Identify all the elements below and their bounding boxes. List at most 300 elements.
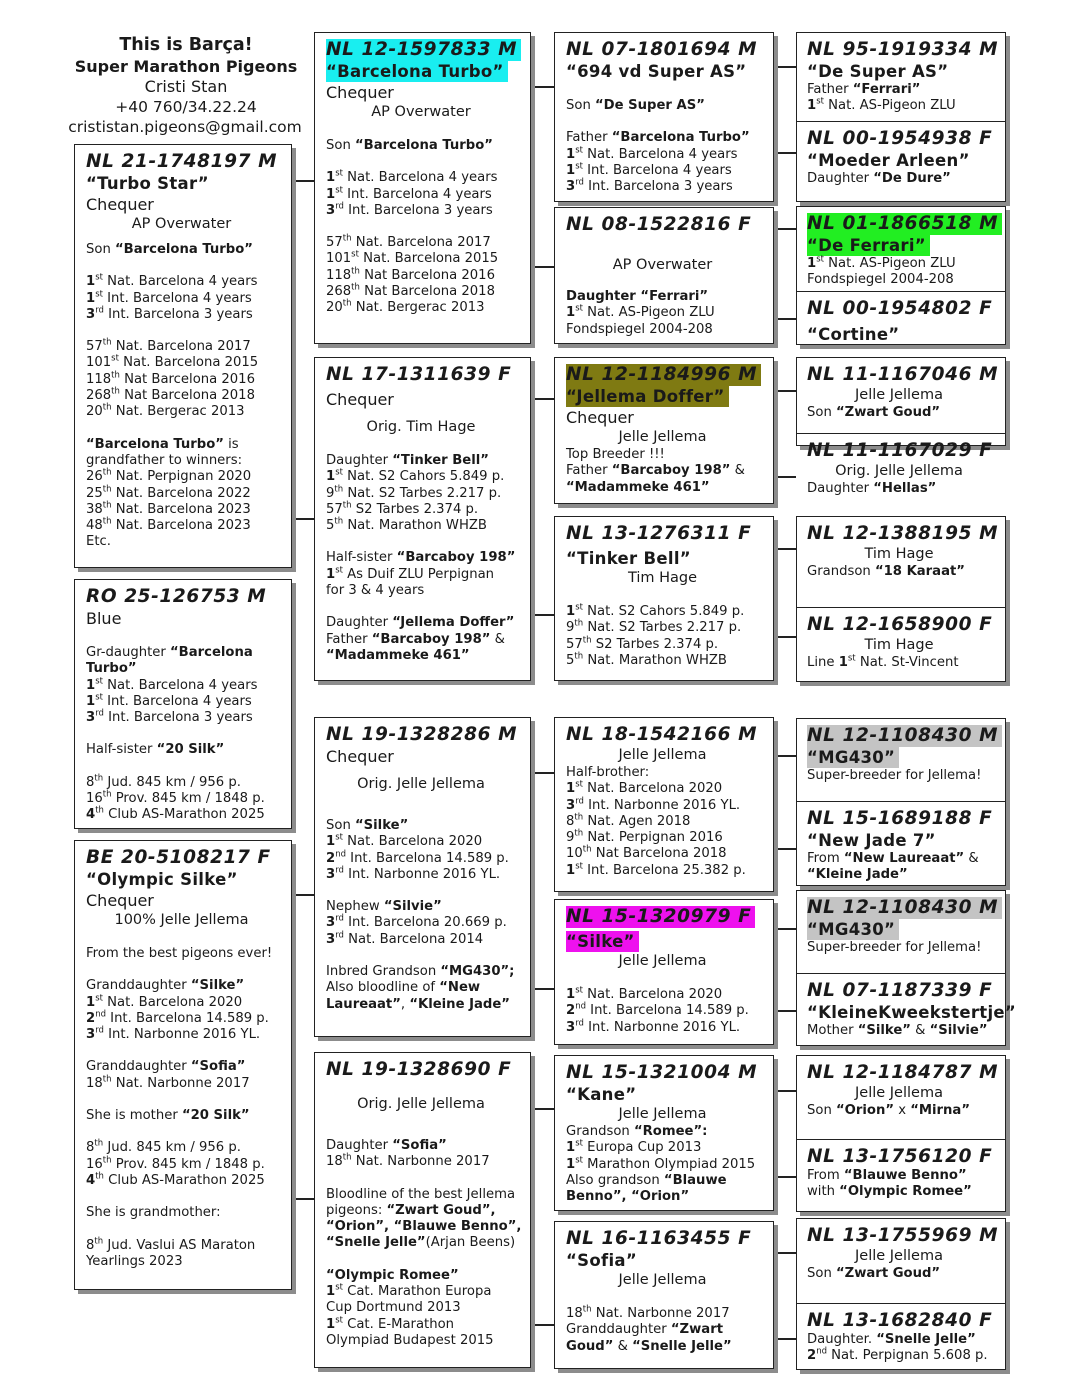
text: 118 [86,371,112,387]
text: Father [566,130,612,146]
bold-text: “Zwart [670,1322,724,1338]
note-line [807,940,1005,956]
ring-number: NL 13-1756120 F [807,1146,993,1167]
bold-text: 3 [326,915,336,931]
note-line [326,1154,530,1170]
text: Nat. Barcelona 4 years [342,170,498,186]
connector-line [530,1108,554,1110]
note-spacer [86,421,291,437]
ordinal-suffix: st [575,145,583,156]
note-line [86,775,291,791]
text: 20 [86,404,103,420]
connector-line [290,1198,314,1200]
ordinal-suffix: st [847,653,856,664]
text: Int. Barcelona 3 years [103,306,253,322]
connector-line [772,1338,796,1340]
note-spacer [326,1252,530,1268]
text: Etc. [86,534,111,550]
connector-line [772,1252,796,1254]
pigeon-cock [797,33,1005,121]
note-line [326,502,530,518]
bold-text: “Silvie” [383,899,442,915]
pigeon-card-granddam-4 [554,1221,774,1369]
bold-text: 2 [326,850,336,866]
pigeon-card-sire [314,32,531,344]
note-line [86,404,291,420]
bold-text: “Madammeke 461” [566,479,710,495]
text: grandfather to winners: [86,452,243,468]
pigeon-name: “Sofia” [566,1251,637,1270]
text: Cat. Marathon Europa [342,1284,492,1300]
pigeon-notes [566,289,773,338]
note-line [807,1168,1005,1184]
text: Gr-daughter [86,645,170,660]
ordinal-suffix: st [95,993,103,1004]
bold-text: “New [439,980,481,996]
note-line [807,82,1005,98]
text: Int. Narbonne 2016 YL. [583,797,741,813]
text: Nat. AS-Pigeon ZLU [582,305,715,321]
text: Prov. 845 km / 1848 p. [111,1156,265,1172]
text: Grandson [566,1124,634,1139]
note-line [326,964,530,980]
pigeon-notes [807,1332,1005,1365]
bold-text: “Zwart Goud” [836,405,941,420]
pigeon-card-granddam-1 [554,207,774,344]
note-line [566,130,773,146]
ring-number: NL 12-1108430 M [807,897,1002,919]
text: Son [807,405,836,420]
bold-text: “Barcelona Turbo” [611,130,750,146]
note-line [326,915,530,931]
note-line [86,807,291,823]
bold-text: 3 [566,179,576,195]
text: Int. Narbonne 2016 YL. [343,866,501,882]
bold-text: “Romee”: [633,1124,708,1139]
text: Son [86,242,115,257]
text: Fondspiegel 2004-208 [807,272,954,288]
pigeon-breeder: Jelle Jellema [855,1085,943,1101]
text: Daughter [807,481,874,496]
bold-text: “20 Silk” [156,742,225,758]
ring-number: NL 95-1919334 M [807,39,999,60]
text: Marathon Olympiad 2015 [582,1156,756,1172]
note-line [566,289,773,305]
text: Nat Barcelona 2018 [119,388,255,404]
pigeon-card-subject3 [74,840,292,1290]
note-line [326,170,530,186]
pigeon-name: “KleineKweekstertje” [807,1003,1017,1022]
connector-line [772,848,796,850]
note-line [566,447,773,463]
bold-text: “Madammeke 461” [326,647,470,663]
connector-line [290,518,314,520]
bold-text: 2 [566,1003,576,1019]
text: Nat. Narbonne 2017 [351,1154,490,1170]
pigeon-notes [807,768,1005,784]
bold-text: “Silke” [355,818,409,833]
pigeon-hen [797,121,1005,203]
pigeon-color: Chequer [86,195,154,214]
text: is [223,436,239,452]
bold-text: 3 [86,710,96,726]
text: 18 [86,1075,103,1091]
note-line [86,1027,291,1043]
pigeon-name: “MG430” [807,919,899,940]
pigeon-cock [797,1219,1005,1303]
bold-text: “Barcelona Turbo” [86,436,224,452]
note-spacer [86,962,291,978]
note-spacer [326,883,530,899]
bold-text: 1 [566,162,576,178]
bold-text: “20 Silk” [181,1108,250,1124]
pigeon-notes [807,481,1005,497]
pigeon-breeder: Tim Hage [627,570,698,586]
bold-text: Daughter “Ferrari” [566,289,709,304]
pigeon-breeder: 100% Jelle Jellema [114,912,249,928]
note-line [326,632,530,648]
bold-text: “18 Karaat” [874,564,965,579]
connector-line [772,1090,796,1092]
header-subtitle: Super Marathon Pigeons [74,57,298,76]
bold-text: 2 [807,1348,817,1364]
ordinal-suffix: th [342,233,352,244]
text: Nat. AS-Pigeon ZLU [823,98,956,114]
note-line [566,1173,773,1189]
pigeon-breeder: Tim Hage [864,546,934,562]
note-line [566,163,773,179]
note-line [566,305,773,321]
pigeon-notes [807,405,1005,421]
note-line [566,179,773,195]
note-line [566,322,773,338]
ordinal-suffix: nd [816,1346,827,1357]
text: 26 [86,469,103,485]
pigeon-cock [797,719,1005,801]
note-line [807,564,1005,580]
text: Int. Barcelona 3 years [103,710,253,726]
text: Prov. 845 km / 1848 p. [111,791,265,807]
bold-text: 1 [566,987,576,1002]
pigeon-breeder: Jelle Jellema [618,429,707,445]
ring-number: NL 01-1866518 M [807,213,1002,235]
pigeon-notes [326,437,530,664]
pigeon-hen [797,801,1005,887]
note-line [86,437,291,453]
ordinal-suffix: th [102,789,112,800]
note-line [326,1235,530,1251]
note-spacer [86,759,291,775]
note-line [807,1266,1005,1282]
bold-text: “Silvie” [929,1023,988,1038]
note-spacer [566,114,773,130]
bold-text: “Barcaboy 198” [371,631,491,647]
note-line [86,372,291,388]
text: Line [807,655,839,670]
bold-text: 4 [86,807,96,823]
text: & [490,631,505,647]
text: Int. Barcelona 4 years [582,162,732,178]
note-line [326,851,530,867]
ordinal-suffix: th [334,516,344,527]
bold-text: “Orion” [836,1103,895,1118]
bold-text: 1 [326,1284,336,1300]
text: 18 [566,1306,583,1321]
pigeon-cock [797,358,1005,433]
ordinal-suffix: st [575,602,583,613]
bold-text: “Tinker Bell” [392,453,489,468]
ordinal-suffix: th [94,1138,104,1149]
note-line [86,1059,291,1075]
note-line [86,534,291,550]
note-line [86,791,291,807]
note-spacer [326,802,530,818]
pigeon-pair-card [796,1055,1006,1212]
bold-text: 1 [566,781,576,797]
note-line [326,648,530,664]
connector-line [772,152,796,154]
ordinal-suffix: th [95,805,104,816]
text: S2 Tarbes 2.374 p. [591,636,719,652]
ring-number: NL 13-1755969 M [807,1225,999,1246]
ordinal-suffix: st [95,272,103,283]
pigeon-card-granddam-2 [554,516,774,681]
text: Nat. Barcelona 2022 [111,485,251,501]
text: Granddaughter [86,1059,191,1075]
pigeon-breeder: AP Overwater [131,216,232,232]
note-line [86,678,291,694]
owner-name: Cristi Stan [144,77,228,96]
ordinal-suffix: st [575,779,583,790]
text: She is grandmother: [86,1205,221,1221]
note-line [326,997,530,1013]
text: Daughter [326,1138,393,1153]
ordinal-suffix: th [95,1171,104,1182]
pigeon-notes [326,1122,530,1349]
text: 101 [86,355,112,371]
bold-text: 1 [566,1140,576,1156]
connector-line [772,548,796,550]
pigeon-name: “De Super AS” [807,62,949,81]
note-line [807,405,1005,421]
text: Nat. Barcelona 2015 [358,251,499,267]
text: & [964,851,979,866]
pigeon-name: “Kane” [566,1085,637,1104]
note-line [807,1348,1005,1364]
bold-text: “De Dure” [873,171,951,186]
pigeon-notes [566,765,773,879]
pigeon-name: “MG430” [807,747,899,768]
text: Nat. Barcelona 4 years [582,146,738,162]
text: Int. Narbonne 2016 YL. [583,1019,741,1035]
text: 57 [326,235,343,251]
pigeon-name: “Jellema Doffer” [566,386,729,407]
text: Nat. Narbonne 2017 [111,1075,250,1091]
connector-line [530,772,554,774]
pigeon-breeder: Jelle Jellema [618,747,707,763]
text: Top Breeder !!! [566,447,665,462]
text: Europa Cup 2013 [582,1140,702,1156]
bold-text: “Zwart Goud”, [386,1202,496,1218]
text: & [730,463,745,479]
bold-text: 3 [326,931,336,947]
note-line [86,742,291,758]
note-line [326,1333,530,1349]
ring-number: NL 12-1658900 F [807,614,993,635]
phone-number: +40 760/34.22.24 [115,98,257,116]
pigeon-color: Chequer [86,891,154,910]
note-line [86,307,291,323]
text: 57 [566,636,583,652]
text: 268 [326,284,352,300]
ring-number: NL 12-1184996 M [566,364,761,386]
bold-text: “Snelle Jelle” [326,1235,426,1251]
note-spacer [326,1171,530,1187]
note-line [86,1108,291,1124]
bold-text: 1 [326,170,336,186]
note-line [807,256,1005,272]
text: Daughter [326,453,393,468]
note-line [566,637,773,653]
ring-number: NL 11-1167046 M [807,364,999,385]
text: Super-breeder for Jellema! [807,940,982,955]
note-line [86,1011,291,1027]
text: Nat. Barcelona 2023 [111,518,251,534]
text: 9 [566,830,575,846]
ordinal-suffix: st [816,96,824,107]
pigeon-name: “Turbo Star” [86,174,209,193]
text: Son [326,138,355,153]
pigeon-pair-card [796,357,1006,496]
ordinal-suffix: nd [95,1009,106,1020]
ordinal-suffix: st [335,1315,343,1326]
note-spacer [566,1290,773,1306]
note-line [566,987,773,1003]
bold-text: 1 [838,655,848,670]
connector-line [530,614,554,616]
bold-text: 3 [86,1027,96,1043]
ordinal-suffix: th [351,282,360,293]
ordinal-suffix: th [102,337,112,348]
text: 16 [86,1156,103,1172]
pigeon-notes [807,1023,1005,1039]
ring-number: BE 20-5108217 F [86,847,271,868]
note-line [86,339,291,355]
pigeon-notes [807,1266,1005,1282]
ordinal-suffix: rd [335,201,344,212]
bold-text: 1 [326,469,336,485]
connector-line [772,66,796,68]
bold-text: “Snelle Jelle” [876,1332,976,1347]
text: Inbred Grandson [326,964,441,980]
note-line [326,567,530,583]
text: Mother [807,1023,858,1038]
text: 8 [86,1140,95,1156]
note-line [86,291,291,307]
note-line [807,1332,1005,1348]
text: 57 [86,339,103,355]
note-line [807,655,1005,671]
pigeon-pair-card [796,32,1006,202]
note-line [86,518,291,534]
bold-text: 1 [86,274,96,290]
text: From [807,1168,844,1183]
text: Nat. Bergerac 2013 [111,404,245,420]
note-line [566,620,773,636]
pigeon-notes [566,971,773,1036]
connector-line [530,86,554,88]
ordinal-suffix: st [351,250,359,261]
note-line [86,1205,291,1221]
note-line [86,1173,291,1189]
ring-number: NL 00-1954802 F [807,298,993,319]
text: Nephew [326,899,384,915]
note-spacer [326,437,530,453]
connector-line [772,755,796,757]
note-line [86,645,291,661]
text: Bloodline of the best Jellema [326,1186,516,1202]
bold-text: Benno”, “Orion” [566,1189,690,1205]
pigeon-breeder: Orig. Jelle Jellema [835,463,963,479]
ordinal-suffix: rd [335,865,344,876]
note-line [86,1238,291,1254]
pigeon-cock [797,1056,1005,1139]
note-line [326,867,530,883]
note-line [86,469,291,485]
text: 16 [86,791,103,807]
note-spacer [86,930,291,946]
text: Son [807,1103,836,1118]
text: pigeons: [326,1202,387,1218]
connector-line [772,928,796,930]
text: Olympiad Budapest 2015 [326,1332,494,1348]
note-line [326,1219,530,1235]
ordinal-suffix: th [111,386,120,397]
note-line [807,1023,1005,1039]
text: 57 [326,501,343,517]
text: Nat. Barcelona 2020 [582,781,723,797]
ordinal-suffix: st [335,832,343,843]
text: Son [566,98,595,113]
text: Nat. Perpignan 2020 [111,469,252,485]
ordinal-suffix: th [574,812,584,823]
pigeon-notes [566,1290,773,1355]
pigeon-cock [797,891,1005,973]
note-line [807,98,1005,114]
text: 8 [86,774,95,790]
ordinal-suffix: st [575,1155,583,1166]
text: Int. Barcelona 20.669 p. [343,915,507,931]
text: Also bloodline of [326,980,440,996]
pigeon-breeder: AP Overwater [371,104,471,120]
text: Also grandson [566,1172,664,1188]
note-spacer [326,154,530,170]
ordinal-suffix: st [95,692,103,703]
pigeon-pair-card [796,718,1006,886]
ring-number: NL 16-1163455 F [566,1228,752,1249]
text: Granddaughter [86,978,191,994]
bold-text: 3 [86,306,96,322]
pigeon-notes [807,256,1005,289]
bold-text: 1 [807,98,817,114]
text: Nat Barcelona 2018 [359,284,495,300]
text: 38 [86,501,103,517]
pigeon-card-grandsire-3 [554,717,774,892]
note-line [326,818,530,834]
bold-text: Laureaat” [326,996,401,1012]
pigeon-name: “De Ferrari” [807,235,930,256]
text: Nat. Barcelona 2020 [342,834,483,850]
